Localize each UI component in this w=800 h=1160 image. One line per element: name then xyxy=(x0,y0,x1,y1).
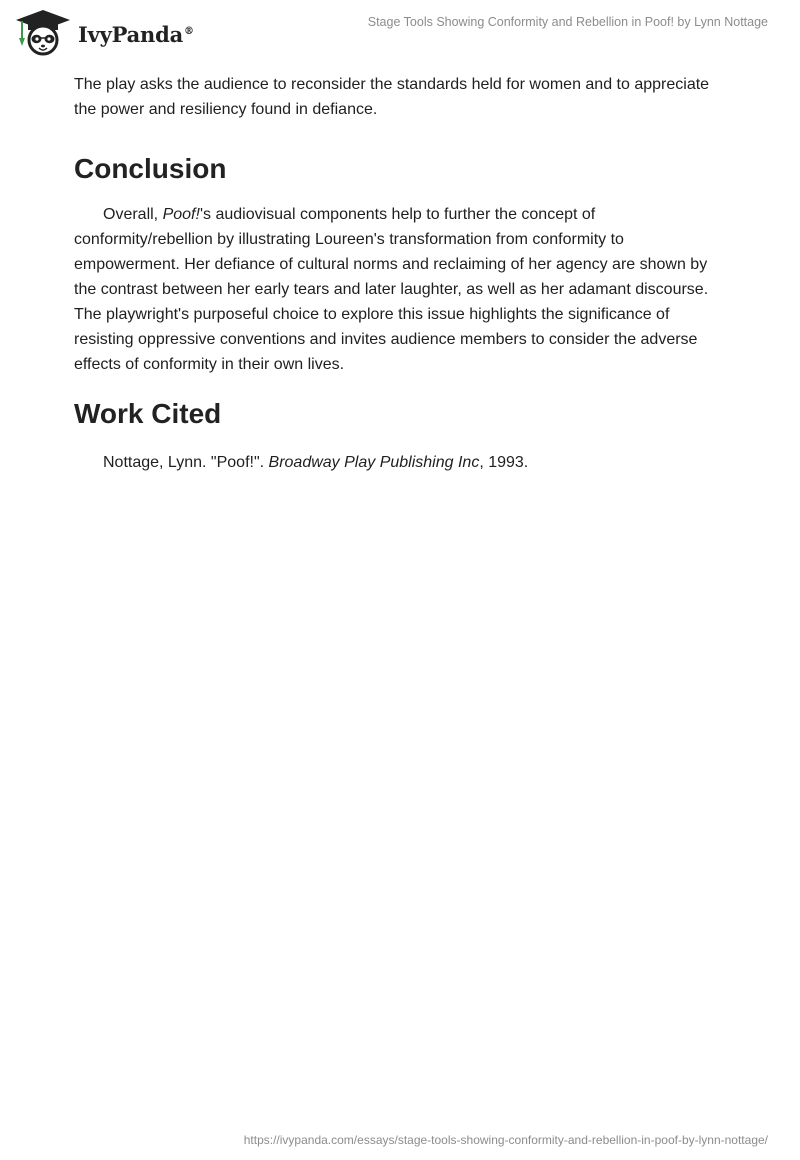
page-header xyxy=(0,0,800,60)
work-cited-heading: Work Cited xyxy=(74,398,222,429)
essay-content xyxy=(74,72,724,475)
source-url[interactable]: https://ivypanda.com/essays/stage-tools-showing-conformity-and-rebellion-in-poof-by-lynn-nottage/ xyxy=(243,1133,768,1147)
panda-graduate-icon xyxy=(14,8,72,56)
publisher-name: Broadway Play Publishing Inc xyxy=(268,454,480,471)
citation-entry: Nottage, Lynn. "Poof!". Broadway Play Publishing Inc, 1993. xyxy=(103,454,529,471)
intro-paragraph: The play asks the audience to reconsider the standards held for women and to appreciate the power and resiliency found in defiance. xyxy=(74,76,710,118)
play-title: Poof! xyxy=(162,206,200,223)
running-title: Stage Tools Showing Conformity and Rebellion in Poof! by Lynn Nottage xyxy=(367,15,768,29)
conclusion-paragraph: Overall, Poof!'s audiovisual components help to further the concept of conformity/rebellion by illustrating Loureen's transformation from conformity to empowerment. Her defiance of cultural norms and reclaiming of her agency are shown by the contrast between her early tears and later laughter, as well as her adamant discourse. The playwright's purposeful choice to explore this issue highlights the significance of resisting oppressive conventions and invites audience members to consider the adverse effects of conformity in their own lives. xyxy=(74,206,709,373)
conclusion-heading: Conclusion xyxy=(74,153,227,184)
ivypanda-logo[interactable] xyxy=(14,8,194,56)
logo-wordmark: IvyPanda® xyxy=(78,21,194,47)
